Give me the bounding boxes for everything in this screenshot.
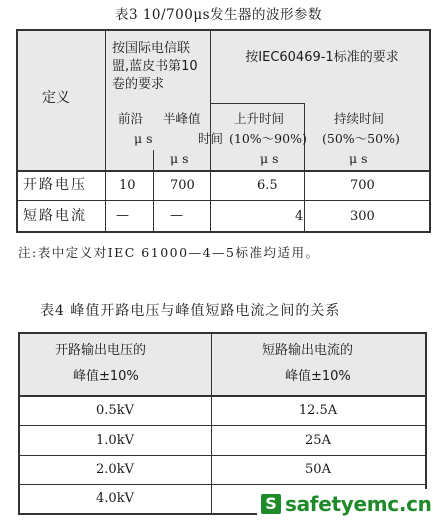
table4-border-left — [18, 332, 20, 514]
table3-title: 表3 10/700μs发生器的波形参数 — [114, 7, 323, 23]
table4-header-voltage-line2: 峰值±10% — [73, 369, 139, 384]
table3-border-right — [429, 29, 431, 233]
table4-border-right — [425, 332, 427, 489]
table3-row2-half-peak: — — [170, 208, 183, 223]
table4-rule-row1 — [18, 425, 427, 426]
table3-header-duration-range: (50%～50%) — [322, 131, 400, 146]
table3-border-top — [16, 29, 430, 31]
table4-title: 表4 峰值开路电压与峰值短路电流之间的关系 — [40, 303, 341, 319]
watermark-text: safetyemc.cn — [285, 492, 432, 516]
table3-header-half-peak-time: 时间 — [198, 131, 224, 146]
table4-col-divider — [211, 332, 212, 514]
table3-header-duration: 持续时间 — [334, 111, 385, 126]
table3-header-itu: 按国际电信联盟,蓝皮书第10卷的要求 — [112, 41, 198, 92]
table4-rule-row3 — [18, 484, 427, 485]
table3-rule-iec-mid — [210, 103, 304, 104]
table3-header-rise-unit: μs — [260, 151, 283, 166]
table4-row2-current: 25A — [305, 433, 331, 448]
table4-row1-voltage: 0.5kV — [96, 403, 134, 418]
table4-header-voltage-line1: 开路输出电压的 — [55, 343, 147, 358]
table4-border-top — [18, 332, 427, 334]
table3-rule-header-bottom — [16, 170, 430, 172]
table3-rule-row1 — [16, 200, 430, 201]
table3-row1-half-peak: 700 — [170, 178, 195, 193]
safety-logo-icon: S — [261, 494, 281, 514]
table3-border-bottom — [16, 231, 430, 233]
table4-row1-current: 12.5A — [298, 403, 338, 418]
table3-border-left — [16, 29, 18, 233]
table4-row3-voltage: 2.0kV — [96, 462, 134, 477]
table3-note: 注:表中定义对IEC 61000—4—5标准均适用。 — [18, 245, 320, 260]
table4-border-bottom — [18, 513, 258, 515]
table4-header-current-line1: 短路输出电流的 — [262, 343, 354, 358]
table3-col-divider-1 — [105, 29, 106, 233]
table3-header-rise: 上升时间 — [234, 111, 285, 126]
table3-row1-rise: 6.5 — [257, 178, 278, 193]
table4-row2-voltage: 1.0kV — [96, 433, 134, 448]
table4-row4-voltage: 4.0kV — [96, 491, 134, 506]
table3-header-front-unit: μs — [134, 131, 157, 146]
table3-row2-front: — — [116, 208, 129, 223]
table4-rule-row2 — [18, 455, 427, 456]
table3-row2-duration: 300 — [350, 209, 375, 224]
table3-row1-front: 10 — [119, 178, 136, 193]
table4-row3-current: 50A — [305, 462, 331, 477]
table3-header-definition: 定义 — [42, 90, 70, 106]
table3-header-duration-unit: μs — [349, 151, 372, 166]
table3-header-half-peak-unit: μs — [170, 151, 193, 166]
table3-header-front: 前沿 — [118, 111, 144, 126]
table4-rule-header-bottom — [18, 395, 427, 397]
table3-col-divider-4 — [304, 103, 305, 233]
table3-row2-rise: 4 — [295, 209, 304, 224]
watermark-logo — [257, 489, 435, 519]
table3-header-half-peak: 半峰值 — [163, 111, 201, 126]
table3-header-iec: 按IEC60469-1标准的要求 — [245, 50, 399, 65]
table3-header-rise-range: (10%～90%) — [229, 131, 307, 146]
table4-header-current-line2: 峰值±10% — [285, 369, 351, 384]
table3-row2-label: 短路电流 — [23, 208, 87, 224]
table3-row1-label: 开路电压 — [23, 177, 87, 193]
table3-col-divider-2 — [153, 150, 154, 233]
table3-row1-duration: 700 — [350, 178, 375, 193]
